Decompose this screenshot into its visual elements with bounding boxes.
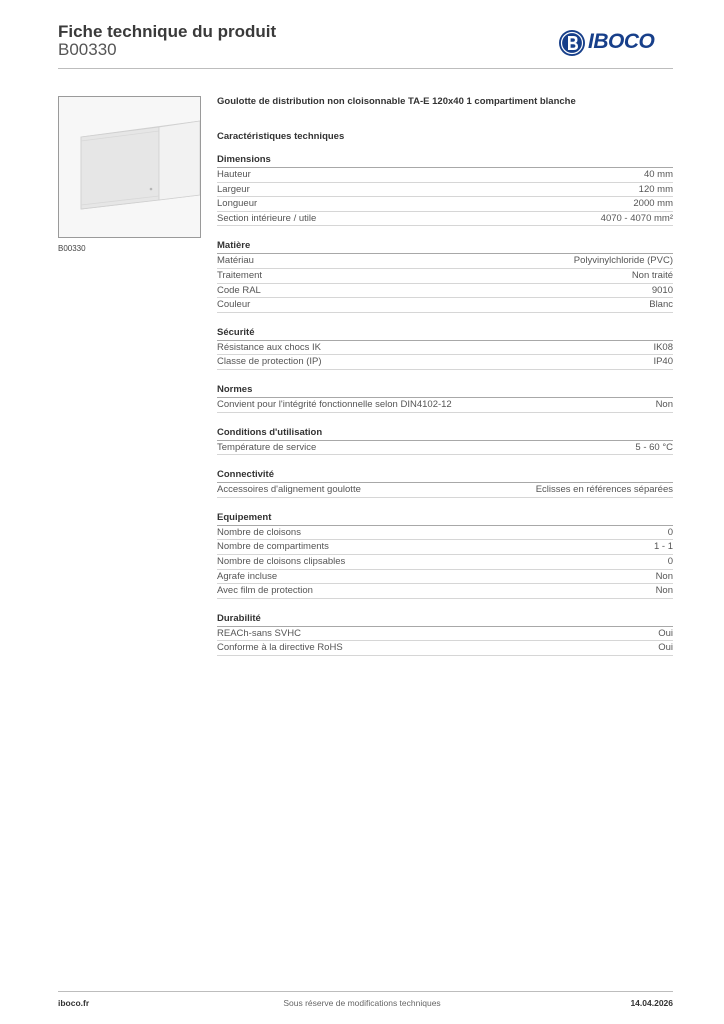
group-title: Matière <box>217 240 673 254</box>
footer-date: 14.04.2026 <box>630 998 673 1008</box>
specification-content <box>217 96 673 656</box>
spec-row <box>217 355 673 370</box>
spec-value: IK08 <box>653 341 673 353</box>
section-heading: Caractéristiques techniques <box>217 131 345 142</box>
spec-row <box>217 526 673 541</box>
spec-row <box>217 168 673 183</box>
spec-row <box>217 254 673 269</box>
spec-row <box>217 483 673 498</box>
spec-value: Non <box>655 585 673 597</box>
group-title: Dimensions <box>217 154 673 168</box>
group-title: Equipement <box>217 512 673 526</box>
iboco-emblem-icon <box>558 28 586 58</box>
spec-row <box>217 540 673 555</box>
header-divider <box>58 68 673 69</box>
spec-value: IP40 <box>653 356 673 368</box>
product-image <box>58 96 201 238</box>
spec-label: Traitement <box>217 269 263 281</box>
spec-row <box>217 183 673 198</box>
group-durabilite <box>217 613 673 656</box>
spec-label: Nombre de cloisons clipsables <box>217 555 346 567</box>
spec-row <box>217 269 673 284</box>
spec-row <box>217 441 673 456</box>
group-dimensions <box>217 154 673 226</box>
product-code: B00330 <box>58 40 117 59</box>
spec-label: Avec film de protection <box>217 585 313 597</box>
spec-row <box>217 197 673 212</box>
spec-label: Agrafe incluse <box>217 570 278 582</box>
spec-value: 4070 - 4070 mm² <box>600 212 673 224</box>
spec-label: Nombre de cloisons <box>217 526 301 538</box>
spec-label: Couleur <box>217 299 251 311</box>
spec-value: 2000 mm <box>633 198 673 210</box>
spec-label: Hauteur <box>217 169 251 180</box>
spec-value: 120 mm <box>638 183 673 195</box>
spec-value: 5 - 60 °C <box>635 441 673 453</box>
spec-value: 40 mm <box>643 169 673 180</box>
spec-value: Blanc <box>649 299 673 311</box>
spec-row <box>217 298 673 313</box>
footer-disclaimer: Sous réserve de modifications techniques <box>283 998 441 1008</box>
spec-label: Convient pour l'intégrité fonctionnelle selon DIN4102-12 <box>217 398 452 410</box>
cable-duct-illustration <box>59 97 200 237</box>
spec-row <box>217 341 673 356</box>
iboco-logo <box>558 28 676 58</box>
spec-value: Non traité <box>631 269 673 281</box>
spec-label: Longueur <box>217 198 258 210</box>
spec-row <box>217 641 673 656</box>
spec-value: Eclisses en références séparées <box>535 484 673 496</box>
spec-label: Résistance aux chocs IK <box>217 341 322 353</box>
spec-label: REACh-sans SVHC <box>217 627 301 639</box>
image-caption: B00330 <box>58 244 86 253</box>
group-title: Conditions d'utilisation <box>217 427 673 441</box>
group-matiere <box>217 240 673 312</box>
group-normes <box>217 384 673 413</box>
spec-value: Polyvinylchloride (PVC) <box>573 255 673 267</box>
spec-value: 1 - 1 <box>653 541 673 553</box>
group-securite <box>217 327 673 370</box>
spec-label: Température de service <box>217 441 317 453</box>
spec-value: 9010 <box>651 284 673 296</box>
group-title: Normes <box>217 384 673 398</box>
spec-value: Non <box>655 398 673 410</box>
group-connectivite <box>217 469 673 498</box>
spec-label: Conforme à la directive RoHS <box>217 642 343 654</box>
spec-value: Non <box>655 570 673 582</box>
group-title: Durabilité <box>217 613 673 627</box>
group-conditions <box>217 427 673 456</box>
spec-label: Section intérieure / utile <box>217 212 317 224</box>
spec-row <box>217 212 673 227</box>
product-name: Goulotte de distribution non cloisonnable TA-E 120x40 1 compartiment blanche <box>217 96 576 107</box>
spec-value: 0 <box>667 526 673 538</box>
logo-wordmark: IBOCO <box>588 30 655 53</box>
footer-website-link[interactable]: iboco.fr <box>58 998 90 1008</box>
group-title: Sécurité <box>217 327 673 341</box>
spec-row <box>217 570 673 585</box>
spec-row <box>217 555 673 570</box>
spec-label: Matériau <box>217 255 254 267</box>
spec-row <box>217 584 673 599</box>
spec-label: Classe de protection (IP) <box>217 356 322 368</box>
spec-label: Code RAL <box>217 284 261 296</box>
footer-divider <box>58 991 673 992</box>
spec-value: 0 <box>667 555 673 567</box>
spec-label: Accessoires d'alignement goulotte <box>217 484 361 496</box>
spec-row <box>217 284 673 299</box>
spec-value: Oui <box>658 642 673 654</box>
page-title: Fiche technique du produit <box>58 22 277 41</box>
spec-row <box>217 627 673 642</box>
spec-label: Nombre de compartiments <box>217 541 329 553</box>
group-title: Connectivité <box>217 469 673 483</box>
spec-value: Oui <box>658 627 673 639</box>
spec-row <box>217 398 673 413</box>
spec-label: Largeur <box>217 183 250 195</box>
group-equipement <box>217 512 673 599</box>
